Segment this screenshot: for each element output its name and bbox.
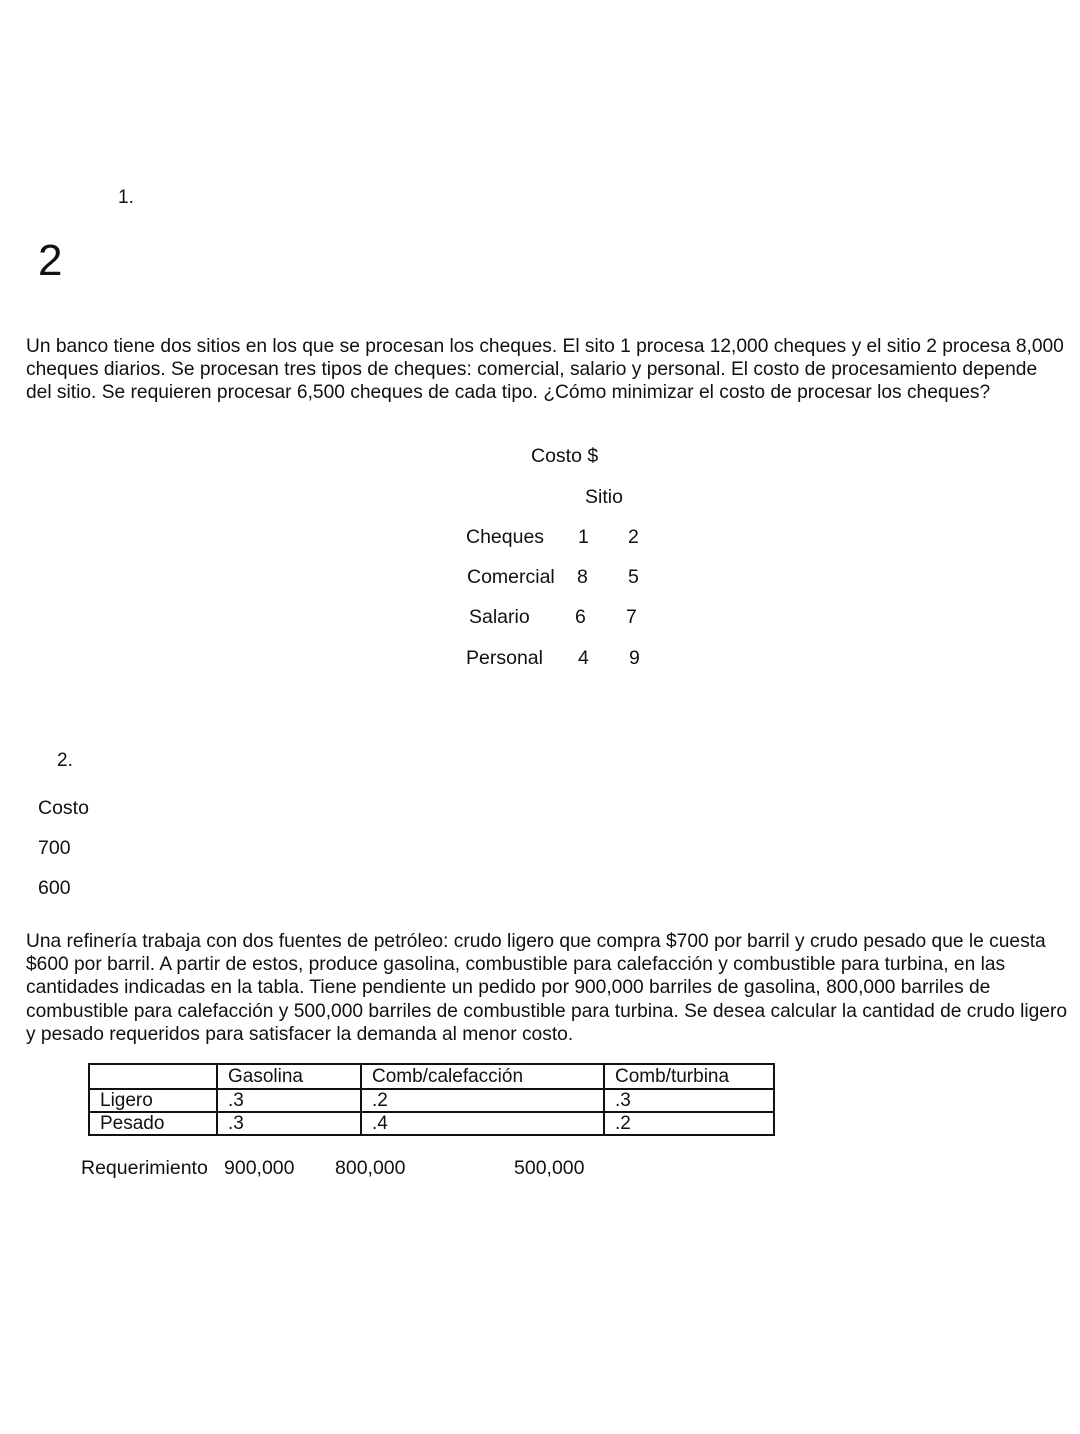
table-cell: .3 — [217, 1112, 361, 1135]
row-label: Personal — [466, 647, 543, 669]
cost-table-title: Costo $ — [531, 445, 599, 467]
table-header: Gasolina — [217, 1064, 361, 1089]
section-number: 2 — [38, 236, 63, 285]
requirement-label: Requerimiento — [81, 1157, 208, 1179]
header-site-2: 2 — [628, 526, 639, 548]
row-site-1: 4 — [578, 647, 589, 669]
list-number-2: 2. — [57, 750, 73, 771]
cost-label: Costo — [38, 797, 89, 819]
cost-value-light: 700 — [38, 837, 71, 859]
header-site-1: 1 — [578, 526, 589, 548]
list-number-1: 1. — [118, 187, 134, 208]
row-site-1: 8 — [577, 566, 588, 588]
table-header: Comb/calefacción — [361, 1064, 604, 1089]
row-site-2: 9 — [629, 647, 640, 669]
table-cell: .2 — [604, 1112, 774, 1135]
table-cell: .2 — [361, 1089, 604, 1112]
table-row — [89, 1112, 774, 1135]
requirement-turbine: 500,000 — [514, 1157, 585, 1179]
problem1-paragraph: Un banco tiene dos sitios en los que se procesan los cheques. El sito 1 procesa 12,000 cheques y el sitio 2 procesa 8,000 cheques diarios. Se procesan tres tipos de cheques: comercial, salario y personal. El costo de procesamiento depende del sitio. Se requieren procesar 6,500 cheques de cada tipo. ¿Cómo minimizar el costo de procesar los cheques? — [26, 336, 1064, 404]
requirement-heating: 800,000 — [335, 1157, 406, 1179]
yield-table — [88, 1063, 775, 1136]
row-label: Comercial — [467, 566, 555, 588]
table-cell — [89, 1064, 217, 1089]
table-cell: Pesado — [89, 1112, 217, 1135]
table-cell: .3 — [217, 1089, 361, 1112]
row-site-2: 5 — [628, 566, 639, 588]
table-header: Comb/turbina — [604, 1064, 774, 1089]
table-cell: Ligero — [89, 1089, 217, 1112]
table-row — [89, 1089, 774, 1112]
site-column-group: Sitio — [585, 486, 623, 508]
row-label: Salario — [469, 606, 530, 628]
table-cell: .4 — [361, 1112, 604, 1135]
row-site-1: 6 — [575, 606, 586, 628]
cost-value-heavy: 600 — [38, 877, 71, 899]
table-header-row — [89, 1064, 774, 1089]
problem2-paragraph: Una refinería trabaja con dos fuentes de petróleo: crudo ligero que compra $700 por barril y crudo pesado que le cuesta $600 por barril. A partir de estos, produce gasolina, combustible para calefacción y combustible para turbina, en las cantidades indicadas en la tabla. Tiene pendiente un pedido por 900,000 barriles de gasolina, 800,000 barriles de combustible para calefacción y 500,000 barriles de combustible para turbina. Se desea calcular la cantidad de crudo ligero y pesado requeridos para satisfacer la demanda al menor costo. — [26, 931, 1068, 1045]
header-label: Cheques — [466, 526, 545, 548]
row-site-2: 7 — [626, 606, 637, 628]
requirement-gasoline: 900,000 — [224, 1157, 295, 1179]
table-cell: .3 — [604, 1089, 774, 1112]
